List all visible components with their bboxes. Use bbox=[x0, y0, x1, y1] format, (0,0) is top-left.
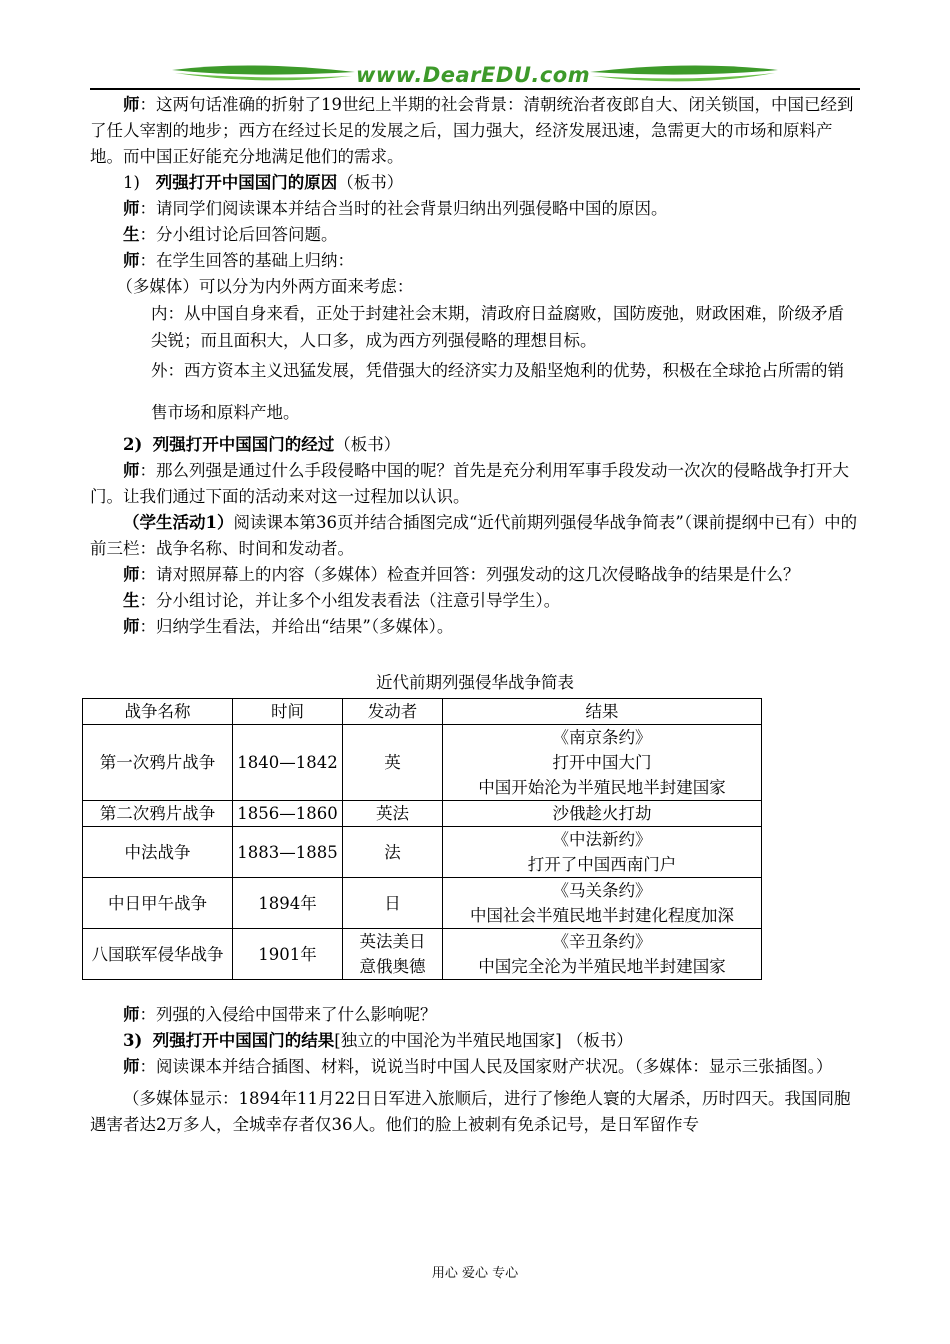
war-name-cell: 第二次鸦片战争 bbox=[83, 801, 233, 827]
result-cell bbox=[443, 929, 762, 980]
inner-reason: 内：从中国自身来看，正处于封建社会末期，清政府日益腐败，国防废弛，财政困难，阶级矛盾尖锐；而且面积大，人口多，成为西方列强侵略的理想目标。 bbox=[151, 304, 845, 350]
paragraph bbox=[90, 222, 860, 248]
speaker-label: 生 bbox=[123, 225, 140, 244]
paragraph-text: 阅读课本第36页并结合插图完成“近代前期列强侵华战争简表”（课前提纲中已有）中的前三栏：战争名称、时间和发动者。 bbox=[90, 513, 858, 558]
table-body bbox=[83, 725, 762, 980]
section-note: （板书） bbox=[334, 435, 401, 454]
result-line: 《马关条约》 bbox=[552, 881, 652, 900]
result-line: 《辛丑条约》 bbox=[552, 932, 652, 951]
paragraph: （多媒体显示：1894年11月22日日军进入旅顺后，进行了惨绝人寰的大屠杀，历时四天。我国同胞遇害者达2万多人，全城幸存者仅36人。他们的脸上被刺有免杀记号，是日军留作专 bbox=[90, 1089, 851, 1134]
war-name-cell: 八国联军侵华战争 bbox=[83, 929, 233, 980]
column-header: 发动者 bbox=[343, 699, 443, 725]
initiator-cell: 英法 bbox=[343, 801, 443, 827]
section-heading-3 bbox=[90, 1028, 860, 1054]
speaker-label: 师 bbox=[123, 251, 140, 270]
section-number: 2) bbox=[123, 435, 143, 454]
result-line: 《中法新约》 bbox=[552, 830, 652, 849]
paragraph bbox=[90, 588, 860, 614]
section-title: 列强打开中国国门的原因 bbox=[155, 173, 338, 192]
result-line: 《南京条约》 bbox=[552, 728, 652, 747]
column-header: 时间 bbox=[233, 699, 343, 725]
table-row bbox=[83, 929, 762, 980]
table-title: 近代前期列强侵华战争简表 bbox=[376, 673, 574, 692]
outer-reason: 外：西方资本主义迅猛发展，凭借强大的经济实力及船坚炮利的优势，积极在全球抢占所需的销售市场和原料产地。 bbox=[151, 361, 845, 422]
paragraph-text: ：分小组讨论，并让多个小组发表看法（注意引导学生）。 bbox=[139, 591, 561, 610]
initiator-cell: 日 bbox=[343, 878, 443, 929]
result-cell bbox=[443, 801, 762, 827]
paragraph-text: ：在学生回答的基础上归纳： bbox=[139, 251, 354, 270]
table-row bbox=[83, 827, 762, 878]
document-body bbox=[90, 92, 860, 1138]
paragraph bbox=[90, 92, 860, 170]
time-cell: 1840—1842 bbox=[233, 725, 343, 801]
war-name-cell: 第一次鸦片战争 bbox=[83, 725, 233, 801]
paragraph bbox=[90, 1054, 860, 1080]
table-row bbox=[83, 801, 762, 827]
header-rule bbox=[90, 88, 860, 90]
paragraph-text: ：分小组讨论后回答问题。 bbox=[139, 225, 338, 244]
speaker-label: 师 bbox=[123, 1057, 140, 1076]
speaker-label: 师 bbox=[123, 461, 140, 480]
speaker-label: 生 bbox=[123, 591, 140, 610]
speaker-label: 师 bbox=[123, 95, 140, 114]
result-cell bbox=[443, 878, 762, 929]
initiator-cell: 英 bbox=[343, 725, 443, 801]
paragraph-text: ：那么列强是通过什么手段侵略中国的呢？首先是充分利用军事手段发动一次次的侵略战争打开大门。让我们通过下面的活动来对这一过程加以认识。 bbox=[90, 461, 849, 506]
result-cell bbox=[443, 725, 762, 801]
paragraph: （多媒体）可以分为内外两方面来考虑： bbox=[116, 277, 414, 296]
section-title: 列强打开中国国门的经过 bbox=[152, 435, 335, 454]
time-cell: 1894年 bbox=[233, 878, 343, 929]
initiator-cell: 法 bbox=[343, 827, 443, 878]
speaker-label: 师 bbox=[123, 617, 140, 636]
paragraph bbox=[90, 1002, 860, 1028]
page-footer: 用心 爱心 专心 bbox=[431, 1266, 519, 1281]
section-heading-1 bbox=[90, 170, 860, 196]
war-name-cell: 中日甲午战争 bbox=[83, 878, 233, 929]
paragraph bbox=[90, 458, 860, 510]
section-heading-2 bbox=[90, 432, 860, 458]
paragraph-text: ：归纳学生看法，并给出“结果”（多媒体）。 bbox=[139, 617, 454, 636]
section-number: 1) bbox=[123, 173, 140, 192]
paragraph-text: ：请对照屏幕上的内容（多媒体）检查并回答：列强发动的这几次侵略战争的结果是什么？ bbox=[139, 565, 800, 584]
result-line: 沙俄趁火打劫 bbox=[552, 804, 652, 823]
paragraph-text: ：阅读课本并结合插图、材料，说说当时中国人民及国家财产状况。（多媒体：显示三张插图。） bbox=[139, 1057, 833, 1076]
table-header-row bbox=[83, 699, 762, 725]
speaker-label: 师 bbox=[123, 199, 140, 218]
table-row bbox=[83, 878, 762, 929]
section-note: （板书） bbox=[337, 173, 404, 192]
section-number: 3) bbox=[123, 1031, 143, 1050]
section-note: [独立的中国沦为半殖民地国家] （板书） bbox=[334, 1031, 633, 1050]
time-cell: 1856—1860 bbox=[233, 801, 343, 827]
paragraph-text: ：列强的入侵给中国带来了什么影响呢？ bbox=[139, 1005, 437, 1024]
initiator-cell: 英法美日意俄奥德 bbox=[343, 929, 443, 980]
time-cell: 1901年 bbox=[233, 929, 343, 980]
time-cell: 1883—1885 bbox=[233, 827, 343, 878]
paragraph bbox=[90, 248, 860, 274]
paragraph-text: ：请同学们阅读课本并结合当时的社会背景归纳出列强侵略中国的原因。 bbox=[139, 199, 668, 218]
table-row bbox=[83, 725, 762, 801]
page-header bbox=[0, 0, 950, 100]
section-title: 列强打开中国国门的结果 bbox=[152, 1031, 335, 1050]
result-line: 中国开始沦为半殖民地半封建国家 bbox=[478, 778, 726, 797]
result-line: 中国完全沦为半殖民地半封建国家 bbox=[478, 957, 726, 976]
paragraph bbox=[90, 562, 860, 588]
paragraph-text: ：这两句话准确的折射了19世纪上半期的社会背景：清朝统治者夜郎自大、闭关锁国，中国已经到了任人宰割的地步；西方在经过长足的发展之后，国力强大，经济发展迅速，急需更大的市场和原料产地。而中国正好能充分地满足他们的需求。 bbox=[90, 95, 854, 166]
result-line: 中国社会半殖民地半封建化程度加深 bbox=[470, 906, 734, 925]
war-name-cell: 中法战争 bbox=[83, 827, 233, 878]
result-cell bbox=[443, 827, 762, 878]
paragraph bbox=[90, 196, 860, 222]
result-line: 打开了中国西南门户 bbox=[527, 855, 677, 874]
paragraph bbox=[90, 510, 860, 562]
column-header: 结果 bbox=[443, 699, 762, 725]
speaker-label: 师 bbox=[123, 1005, 140, 1024]
column-header: 战争名称 bbox=[83, 699, 233, 725]
site-logo-text: www.DearEDU.com bbox=[356, 63, 591, 87]
result-line: 打开中国大门 bbox=[552, 753, 652, 772]
activity-label: （学生活动1） bbox=[123, 513, 234, 532]
paragraph bbox=[90, 614, 860, 640]
war-summary-table bbox=[82, 698, 762, 980]
speaker-label: 师 bbox=[123, 565, 140, 584]
